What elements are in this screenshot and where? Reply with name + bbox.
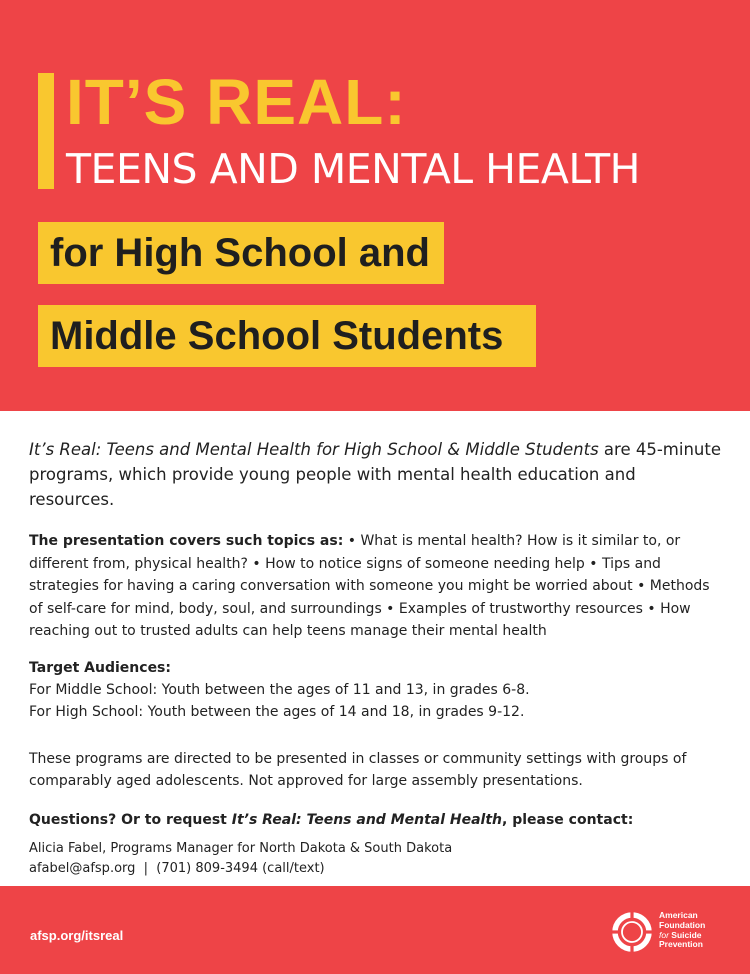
questions-prefix: Questions? Or to request — [29, 811, 232, 828]
topics-paragraph — [29, 530, 721, 643]
title-accent-bar — [38, 73, 54, 189]
body-content — [29, 437, 721, 880]
audience-pill-1: for High School and — [38, 222, 444, 284]
topics-label: The presentation covers such topics as: — [29, 533, 344, 549]
audiences-heading: Target Audiences: — [29, 659, 171, 676]
intro-paragraph — [29, 437, 721, 512]
audience-high-school: For High School: Youth between the ages of 14 and 18, in grades 9-12. — [29, 704, 525, 720]
intro-text: are 45-minute programs, which provide young people with mental health education and resources. — [29, 440, 722, 509]
topics-text: • What is mental health? How is it similar to, or different from, physical health? • How to notice signs of someone needing help • Tips and strategies for having a caring conversation with someone you might be worried about • Methods of self-care for mind, body, soul, and surroundings • Examples of trustworthy resources • How reaching out to trusted adults can help teens manage their mental health — [29, 533, 710, 639]
audience-middle-school: For Middle School: Youth between the ages of 11 and 13, in grades 6-8. — [29, 681, 530, 698]
footer-url-link[interactable]: afsp.org/itsreal — [30, 928, 124, 943]
footer-banner — [0, 886, 750, 974]
questions-heading — [29, 809, 721, 831]
directed-paragraph: These programs are directed to be presented in classes or community settings with groups of comparably aged adolescents. Not approved for large assembly presentations. — [29, 750, 687, 789]
header-banner — [0, 0, 750, 411]
contact-info[interactable]: afabel@afsp.org | (701) 809-3494 (call/text) — [29, 861, 325, 876]
logo-line-2: Foundation — [659, 919, 706, 930]
audience-pill-2: Middle School Students — [38, 305, 536, 367]
questions-suffix: , please contact: — [502, 811, 634, 828]
intro-program-title: It’s Real: Teens and Mental Health for High School & Middle Students — [29, 440, 599, 459]
contact-name: Alicia Fabel, Programs Manager for North Dakota & South Dakota — [29, 840, 453, 856]
logo-line-4: Prevention — [659, 939, 703, 950]
logo-line-3-rest: Suicide — [668, 929, 702, 940]
logo-line-3-italic: for — [659, 929, 669, 940]
logo-line-1: American — [659, 910, 698, 920]
afsp-logo-text — [659, 911, 705, 950]
page-title: IT’S REAL: — [66, 66, 407, 138]
page-subtitle: TEENS AND MENTAL HEALTH — [66, 145, 640, 193]
questions-program-title: It’s Real: Teens and Mental Health — [231, 811, 503, 828]
lifebuoy-icon — [612, 912, 652, 952]
